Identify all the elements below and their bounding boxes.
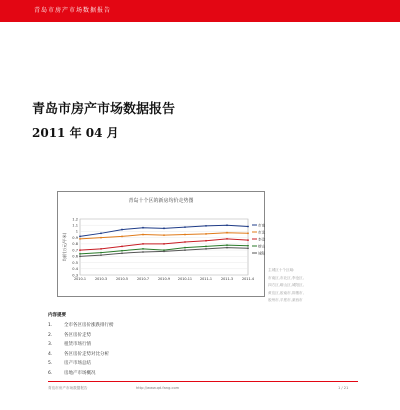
toc-item-label: 房地产市场概况: [64, 370, 96, 376]
data-point: [121, 236, 123, 238]
toc-item[interactable]: [48, 340, 114, 350]
data-point: [247, 226, 249, 228]
data-point: [121, 252, 123, 254]
toc-item-number: 3.: [48, 342, 53, 347]
toc-item-number: 2.: [48, 332, 53, 338]
document-date: 2011 年 04 月: [32, 126, 119, 140]
legend-label: 崂山: [258, 244, 266, 249]
toc-item-label: 全市各区房价涨跌排行榜: [64, 323, 114, 328]
toc-item-label: 租赁市场行情: [64, 342, 91, 347]
data-point: [205, 240, 207, 242]
toc-item-number: 6.: [48, 370, 53, 376]
data-point: [226, 238, 228, 240]
document-title: 青岛市房产市场数据报告: [32, 102, 176, 117]
data-point: [121, 229, 123, 231]
data-point: [142, 243, 144, 245]
footer-title: 青岛市房产市场数据报告: [48, 386, 88, 390]
x-tick-label: 2010-11: [177, 277, 193, 281]
data-point: [247, 245, 249, 247]
y-tick-label: 0.7: [72, 248, 78, 253]
legend-label: 市南: [258, 223, 266, 228]
legend-label: 市北: [258, 230, 266, 235]
side-note-line: 黄岛区,胶南市,即墨市,: [268, 290, 304, 295]
data-point: [79, 253, 81, 255]
data-point: [100, 254, 102, 256]
data-point: [121, 250, 123, 252]
toc-item-label: 各区房价走势: [64, 332, 91, 338]
price-trend-chart: [57, 191, 265, 297]
legend-label: 李沧: [258, 237, 266, 242]
data-point: [184, 241, 186, 243]
x-tick-label: 2010-5: [115, 277, 129, 281]
toc-item[interactable]: [48, 369, 114, 379]
x-tick-label: 2011-1: [199, 277, 213, 281]
data-point: [184, 234, 186, 236]
legend-label: 城阳: [258, 251, 266, 256]
header-title: 青岛市房产市场数据报告: [34, 7, 112, 14]
toc-title: 内容提要: [48, 313, 66, 318]
data-point: [100, 232, 102, 234]
toc-item[interactable]: [48, 321, 114, 331]
toc-item[interactable]: [48, 331, 114, 341]
data-point: [226, 224, 228, 226]
side-note-line: 市南区,市北区,李沧区,: [268, 275, 304, 280]
data-point: [184, 247, 186, 249]
data-point: [205, 248, 207, 250]
x-tick-label: 2010-7: [136, 277, 150, 281]
y-tick-label: 1.2: [72, 217, 78, 222]
data-point: [163, 227, 165, 229]
y-tick-label: 0.8: [72, 242, 78, 247]
data-point: [205, 233, 207, 235]
toc-list: [48, 321, 114, 378]
y-tick-label: 0.6: [72, 254, 78, 259]
data-point: [142, 251, 144, 253]
data-point: [79, 238, 81, 240]
data-point: [226, 232, 228, 234]
data-point: [142, 234, 144, 236]
toc-item-number: 4.: [48, 351, 53, 357]
toc-item-label: 房产市场总结: [64, 361, 91, 366]
x-tick-label: 2011-4: [241, 277, 255, 281]
y-tick-label: 1.1: [72, 223, 78, 228]
y-tick-label: 0.9: [72, 235, 78, 240]
data-point: [184, 226, 186, 228]
data-point: [79, 236, 81, 238]
data-point: [79, 255, 81, 257]
y-axis-label: 均价(万元/平米): [62, 232, 67, 262]
data-point: [184, 249, 186, 251]
x-tick-label: 2011-3: [220, 277, 234, 281]
footer-url[interactable]: http://www.qd.fang.com: [136, 386, 180, 390]
data-point: [142, 248, 144, 250]
y-tick-label: 1: [75, 229, 78, 234]
side-note-line: 主城区十个区域:: [268, 268, 295, 272]
data-point: [163, 243, 165, 245]
x-tick-label: 2010-9: [157, 277, 171, 281]
toc-item[interactable]: [48, 350, 114, 360]
data-point: [100, 237, 102, 239]
chart-canvas: [58, 192, 264, 296]
side-note: [268, 267, 304, 305]
data-point: [226, 244, 228, 246]
y-tick-label: 0.3: [72, 273, 78, 278]
data-point: [121, 245, 123, 247]
header-bar: [0, 0, 400, 22]
data-point: [226, 247, 228, 249]
y-tick-label: 0.5: [72, 260, 78, 265]
data-point: [163, 234, 165, 236]
plot-area: [80, 219, 248, 275]
toc-item[interactable]: [48, 359, 114, 369]
data-point: [247, 239, 249, 241]
data-point: [100, 252, 102, 254]
x-tick-label: 2010-3: [94, 277, 108, 281]
side-note-line: 四方区,崂山区,城阳区,: [268, 283, 304, 287]
toc-item-number: 5.: [48, 361, 53, 366]
data-point: [100, 248, 102, 250]
data-point: [79, 249, 81, 251]
side-note-line: 胶州市,平度市,莱西市: [268, 298, 303, 302]
footer-divider: [48, 381, 358, 382]
data-point: [247, 247, 249, 249]
data-point: [142, 227, 144, 229]
chart-title: 青岛十个区的新房均价走势图: [128, 198, 194, 204]
data-point: [205, 245, 207, 247]
x-tick-label: 2010-1: [73, 277, 87, 281]
y-tick-label: 0.4: [72, 267, 78, 272]
toc-item-number: 1.: [48, 323, 53, 328]
data-point: [205, 225, 207, 227]
toc-item-label: 各区房价走势对比分析: [64, 351, 109, 357]
data-point: [247, 232, 249, 234]
data-point: [163, 250, 165, 252]
page-number: 1 / 21: [338, 386, 349, 390]
